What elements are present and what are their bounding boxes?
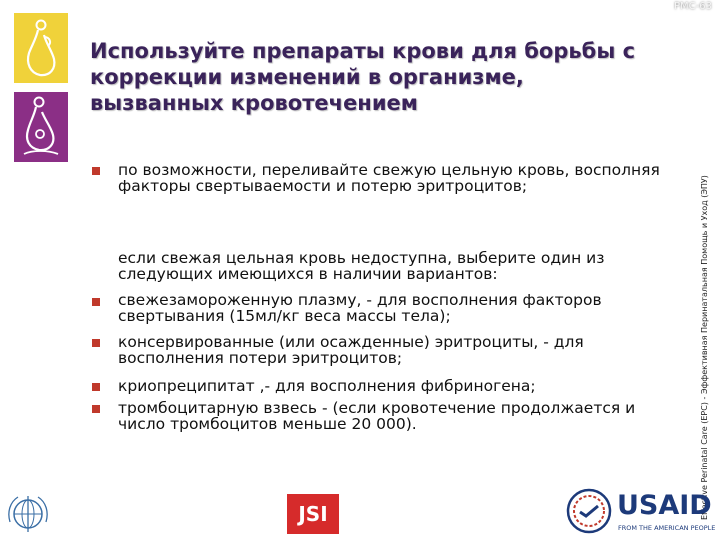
bullet-marker bbox=[92, 405, 100, 413]
slide-code: PMC-63 bbox=[674, 1, 712, 12]
jsi-logo: JSI bbox=[287, 494, 339, 534]
bullet-marker bbox=[92, 339, 100, 347]
bullet-marker bbox=[92, 298, 100, 306]
bullet-marker bbox=[92, 167, 100, 175]
option-item: консервированные (или осажденные) эритроциты, - для восполнения потери эритроцитов; bbox=[118, 333, 584, 367]
option-item: свежезамороженную плазму, - для восполнения факторов свертывания (15мл/кг веса массы тела); bbox=[118, 291, 602, 325]
bullet-marker bbox=[92, 383, 100, 391]
option-item: тромбоцитарную взвесь - (если кровотечение продолжается и число тромбоцитов меньше 20 000). bbox=[118, 399, 636, 433]
usaid-tagline: FROM THE AMERICAN PEOPLE bbox=[618, 524, 716, 532]
side-caption: Effective Perinatal Care (EPC) - Эффективная Перинатальная Помощь и Уход (ЭПУ) bbox=[700, 175, 709, 520]
pregnancy-logo-bottom bbox=[14, 92, 68, 162]
who-emblem-icon bbox=[4, 492, 52, 536]
option-item: криопреципитат ,- для восполнения фибриногена; bbox=[118, 377, 536, 395]
lead-paragraph: если свежая цельная кровь недоступна, выберите один из следующих имеющихся в наличии вариантов: bbox=[118, 249, 605, 283]
usaid-seal-icon bbox=[566, 488, 612, 534]
page-title: Используйте препараты крови для борьбы с коррекции изменений в организме, вызванных кровотечением bbox=[90, 39, 636, 115]
intro-paragraph: по возможности, переливайте свежую цельную кровь, восполняя факторы свертываемости и потерю эритроцитов; bbox=[118, 161, 660, 195]
pregnancy-logo-top bbox=[14, 13, 68, 83]
mother-baby-icon bbox=[14, 92, 68, 162]
pregnant-woman-icon bbox=[14, 13, 68, 83]
usaid-wordmark: USAID bbox=[617, 490, 712, 521]
